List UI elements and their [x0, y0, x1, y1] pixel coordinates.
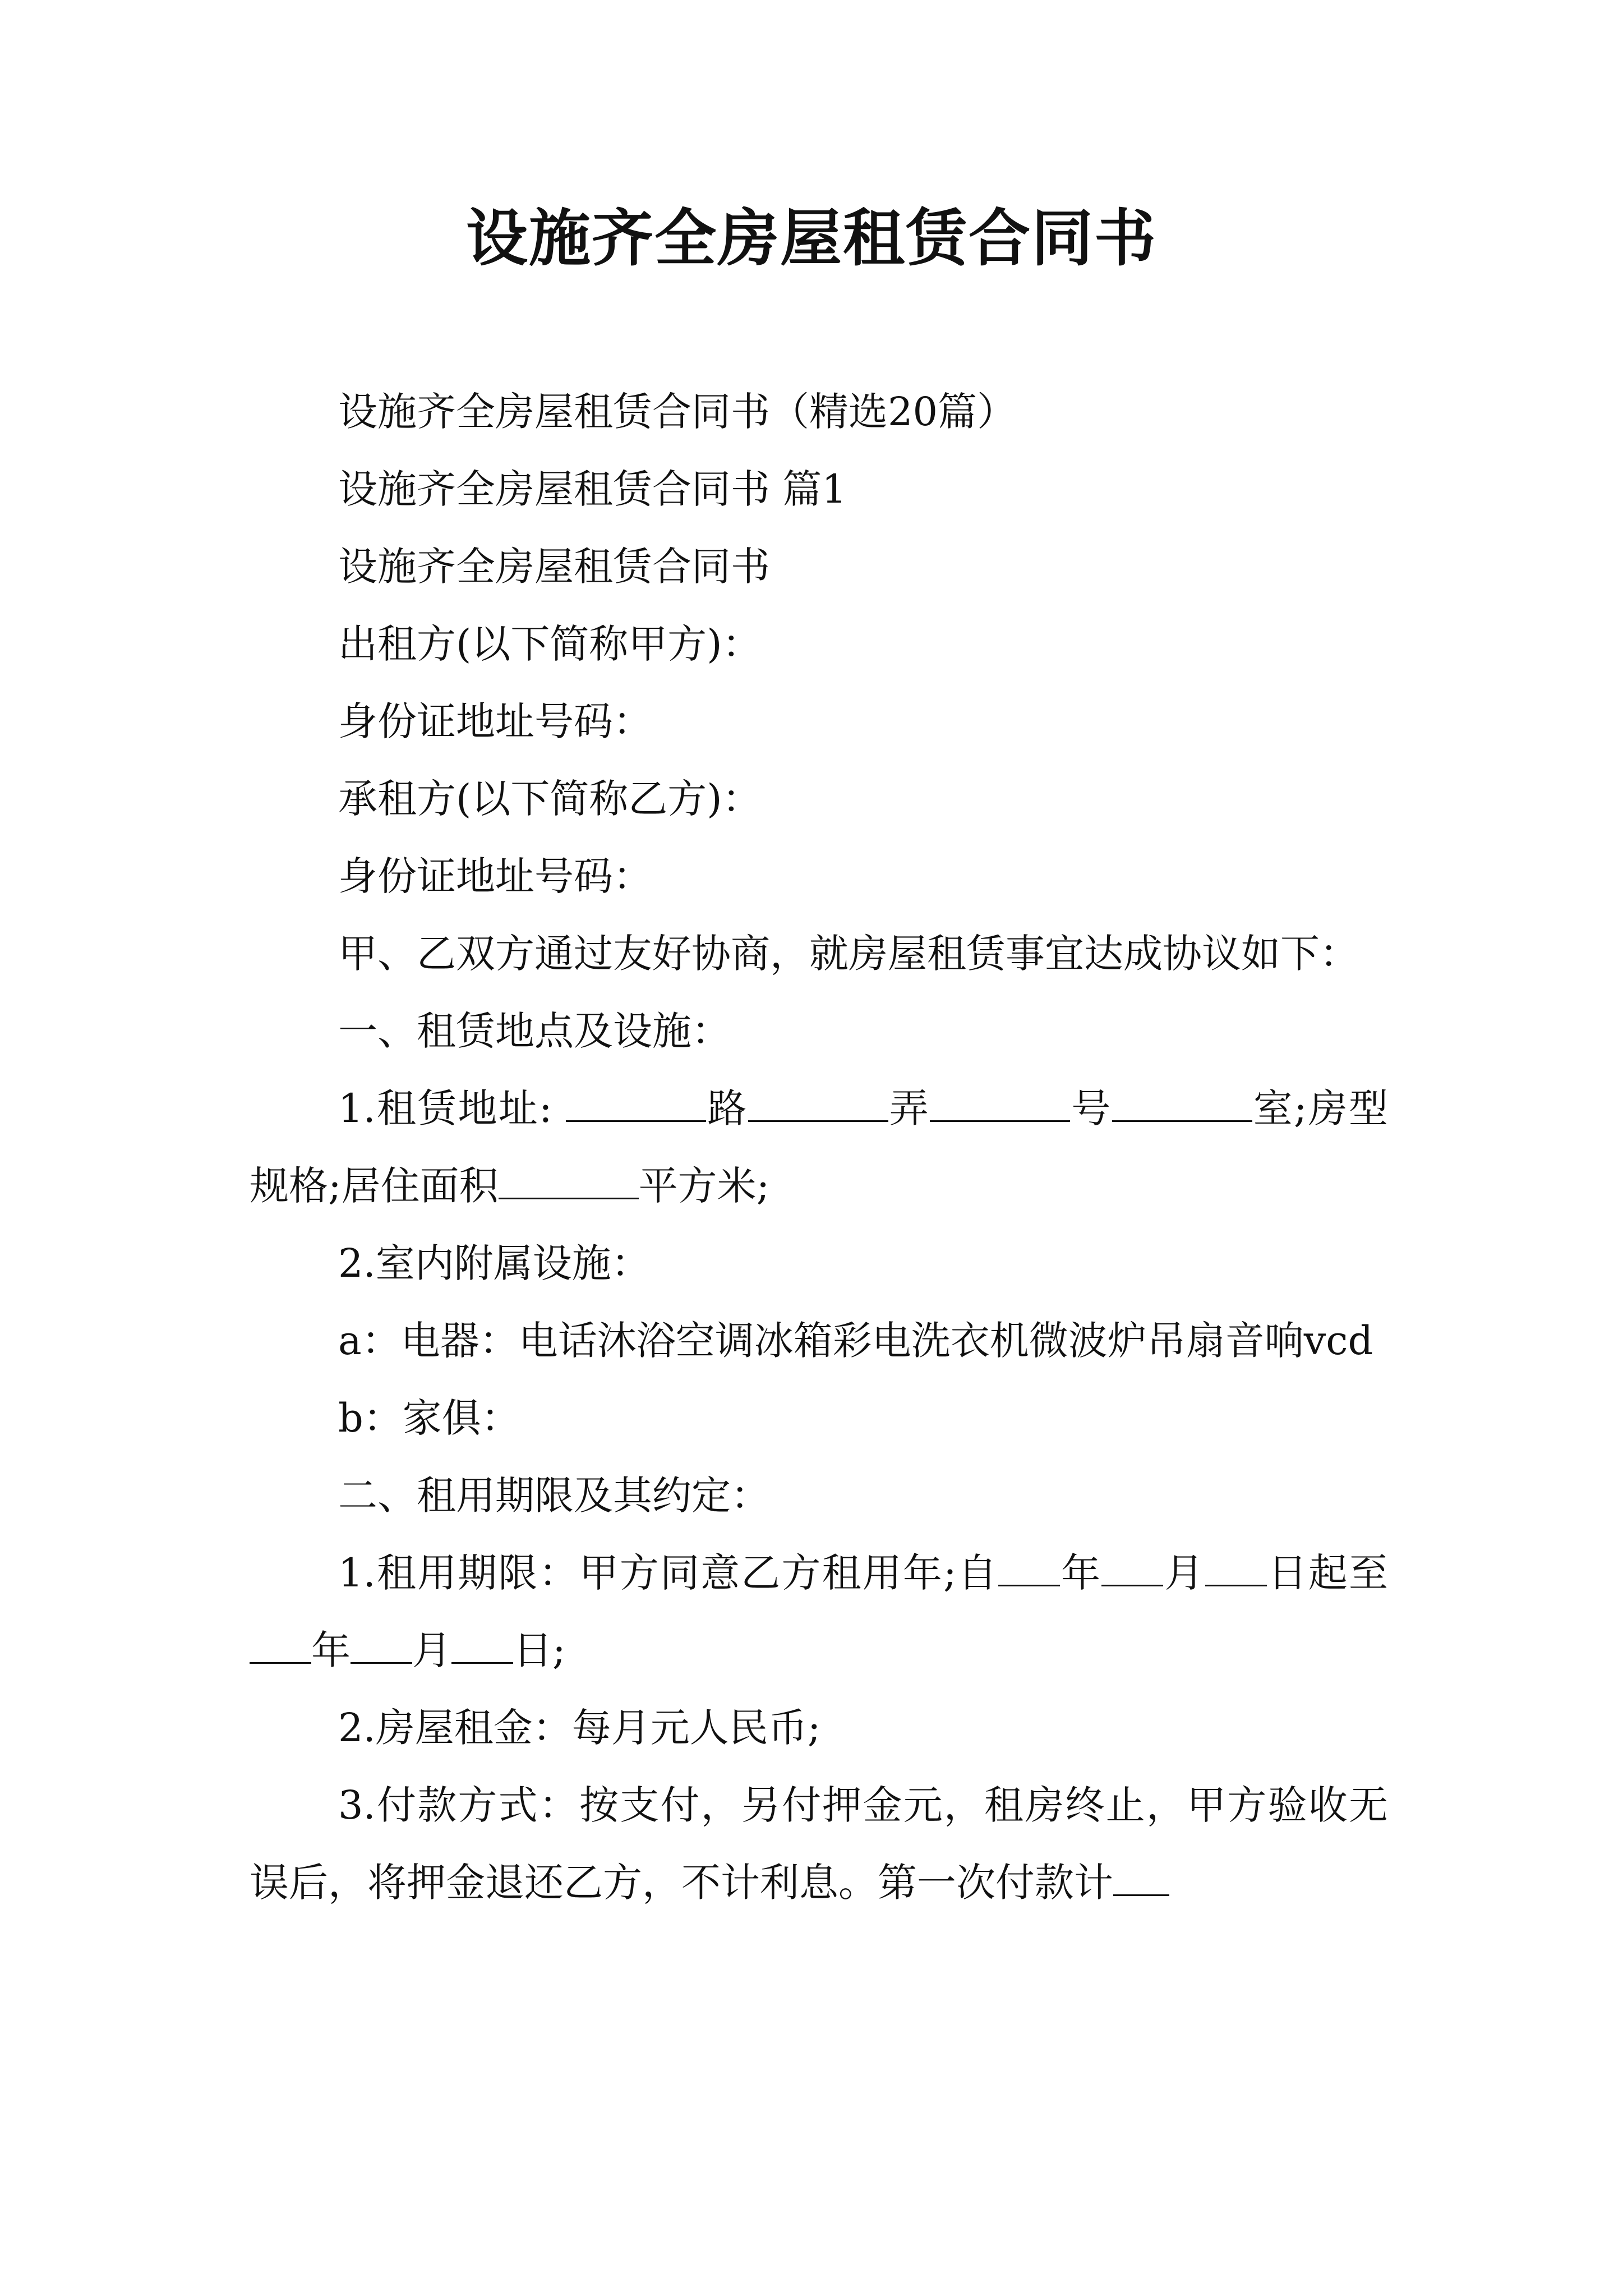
text-segment: 日;	[513, 1627, 566, 1673]
text-segment: 1.租赁地址:	[338, 1085, 552, 1131]
blank-line	[1205, 1551, 1267, 1586]
blank-line	[998, 1551, 1060, 1586]
blank-line	[499, 1164, 639, 1199]
text-segment: 弄	[888, 1085, 930, 1131]
text-segment: 1.租用期限：甲方同意乙方租用年;自	[338, 1550, 998, 1596]
paragraph-rent-amount: 2.房屋租金：每月元人民币;	[338, 1705, 821, 1751]
paragraph-section-heading: 设施齐全房屋租赁合同书 篇1	[338, 466, 847, 512]
text-segment: 年	[1059, 1550, 1102, 1596]
paragraph-lessor-id: 身份证地址号码：	[338, 698, 652, 744]
text-segment: 月	[412, 1627, 451, 1673]
blank-line	[1101, 1551, 1163, 1586]
text-segment: 路	[706, 1085, 748, 1131]
text-segment: 平方米;	[638, 1163, 770, 1209]
blank-line	[748, 1087, 888, 1122]
paragraph-rental-address	[250, 1070, 1388, 1225]
paragraph-furniture: b：家俱：	[338, 1395, 520, 1441]
paragraph-agreement-intro: 甲、乙双方通过友好协商，就房屋租赁事宜达成协议如下：	[338, 931, 1359, 977]
document-body	[250, 373, 1388, 1921]
blank-line	[451, 1628, 513, 1664]
blank-line	[1113, 1861, 1169, 1896]
blank-line	[930, 1087, 1070, 1122]
paragraph-facilities-heading: 2.室内附属设施：	[338, 1240, 651, 1286]
paragraph-appliances: a：电器：电话沐浴空调冰箱彩电洗衣机微波炉吊扇音响vcd	[338, 1318, 1373, 1364]
paragraph-lessee: 承租方(以下简称乙方)：	[338, 776, 762, 822]
paragraph-collection-title: 设施齐全房屋租赁合同书（精选20篇）	[338, 389, 1017, 435]
blank-line	[250, 1628, 311, 1664]
text-segment: 3.付款方式：按支付，另付押金元，租房终止，甲方验收无误后，将押金退还乙方，不计利息。第一次付款计	[250, 1782, 1388, 1906]
text-segment: 室;房型规格;居住面积	[250, 1085, 1389, 1209]
paragraph-lessor: 出租方(以下简称甲方)：	[338, 621, 762, 667]
blank-line	[351, 1628, 412, 1664]
text-segment: 日起至	[1266, 1550, 1389, 1596]
paragraph-lessee-id: 身份证地址号码：	[338, 853, 652, 899]
paragraph-contract-name: 设施齐全房屋租赁合同书	[338, 544, 770, 590]
document-title: 设施齐全房屋租赁合同书	[466, 202, 1157, 274]
text-segment: 年	[311, 1627, 351, 1673]
blank-line	[566, 1087, 706, 1122]
paragraph-section-2-heading: 二、租用期限及其约定：	[338, 1473, 770, 1519]
paragraph-payment-method	[250, 1766, 1388, 1921]
paragraph-rental-period	[250, 1534, 1388, 1689]
text-segment: 月	[1163, 1550, 1205, 1596]
blank-line	[1112, 1087, 1252, 1122]
text-segment: 号	[1070, 1085, 1112, 1131]
paragraph-section-1-heading: 一、租赁地点及设施：	[338, 1008, 731, 1054]
